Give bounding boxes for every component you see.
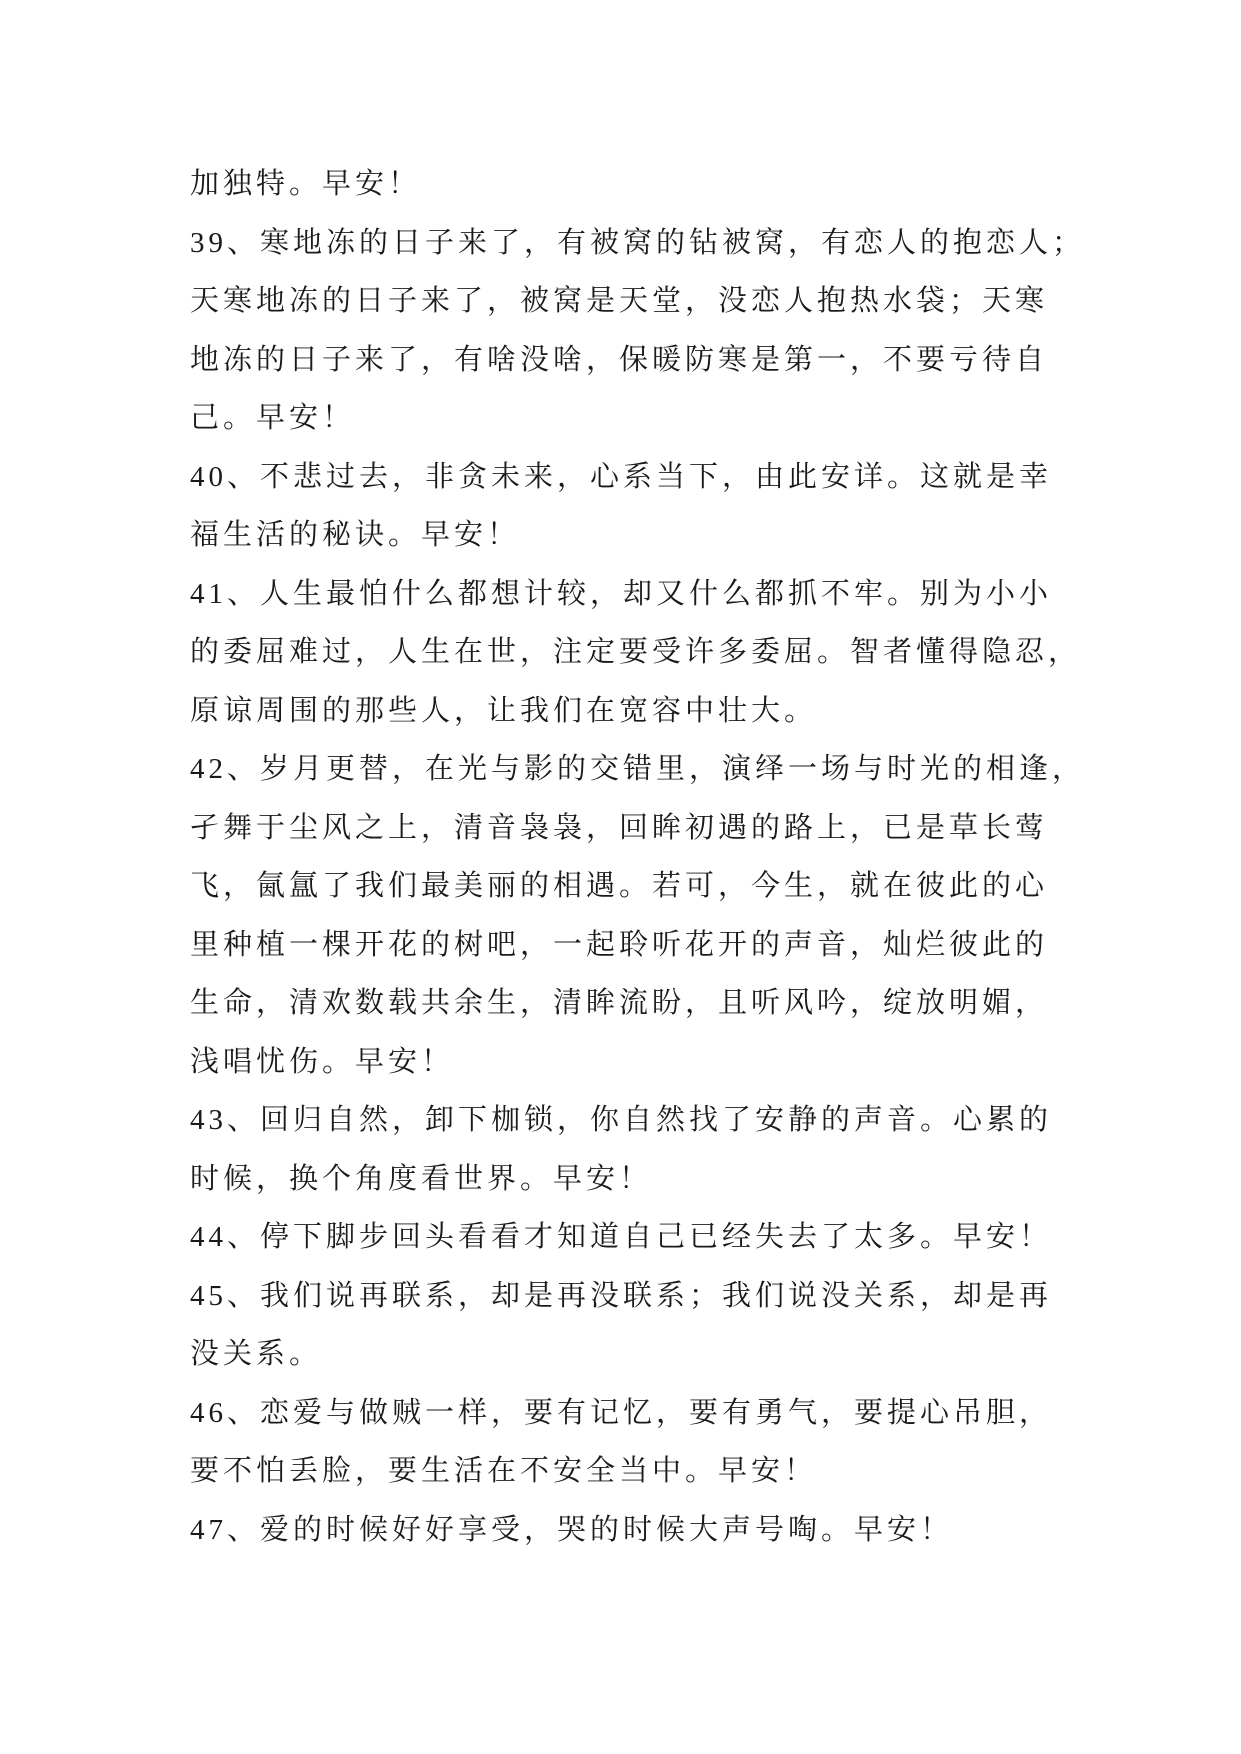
text-line: 45、我们说再联系，却是再没联系；我们说没关系，却是再 [190, 1279, 1053, 1312]
text-line: 41、人生最怕什么都想计较，却又什么都抓不牢。别为小小 [190, 577, 1053, 610]
text-line: 天寒地冻的日子来了，被窝是天堂，没恋人抱热水袋；天寒 [190, 285, 1049, 317]
text-line: 时候，换个角度看世界。早安！ [190, 1162, 653, 1195]
text-line: 里种植一棵开花的树吧，一起聆听花开的声音，灿烂彼此的 [190, 928, 1049, 961]
text-line: 福生活的秘诀。早安！ [190, 519, 521, 551]
paragraph-46 [190, 1384, 1090, 1501]
text-line: 飞，氤氲了我们最美丽的相遇。若可，今生，就在彼此的心 [190, 870, 1049, 902]
paragraph-43 [190, 1091, 1090, 1208]
document-body [190, 155, 1090, 1559]
text-line: 原谅周围的那些人，让我们在宽容中壮大。 [190, 694, 818, 727]
text-line: 46、恋爱与做贼一样，要有记忆，要有勇气，要提心吊胆， [190, 1396, 1053, 1429]
text-line: 孑舞于尘风之上，清音袅袅，回眸初遇的路上，已是草长莺 [190, 811, 1049, 844]
text-line: 生命，清欢数载共余生，清眸流盼，且听风吟，绽放明媚， [190, 987, 1049, 1019]
text-line: 己。早安！ [190, 402, 356, 434]
text-line: 44、停下脚步回头看看才知道自己已经失去了太多。早安！ [190, 1221, 1053, 1253]
text-line: 没关系。 [190, 1338, 323, 1370]
text-line: 加独特。早安！ [190, 168, 422, 200]
paragraph-41 [190, 565, 1090, 741]
paragraph-40 [190, 448, 1090, 565]
paragraph-47 [190, 1501, 1090, 1560]
paragraph-continuation [190, 155, 1090, 214]
text-line: 47、爱的时候好好享受，哭的时候大声号啕。早安！ [190, 1513, 954, 1546]
paragraph-42 [190, 740, 1090, 1091]
text-line: 的委屈难过，人生在世，注定要受许多委屈。智者懂得隐忍， [190, 636, 1082, 668]
paragraph-39 [190, 214, 1090, 448]
text-line: 43、回归自然，卸下枷锁，你自然找了安静的声音。心累的 [190, 1104, 1053, 1136]
text-line: 40、不悲过去，非贪未来，心系当下，由此安详。这就是幸 [190, 460, 1053, 493]
text-line: 要不怕丢脸，要生活在不安全当中。早安！ [190, 1455, 818, 1487]
text-line: 39、寒地冻的日子来了，有被窝的钻被窝，有恋人的抱恋人； [190, 226, 1086, 259]
text-line: 地冻的日子来了，有啥没啥，保暖防寒是第一，不要亏待自 [190, 343, 1049, 376]
text-line: 42、岁月更替，在光与影的交错里，演绎一场与时光的相逢， [190, 753, 1086, 785]
paragraph-44 [190, 1208, 1090, 1267]
text-line: 浅唱忧伤。早安！ [190, 1045, 455, 1078]
paragraph-45 [190, 1267, 1090, 1384]
